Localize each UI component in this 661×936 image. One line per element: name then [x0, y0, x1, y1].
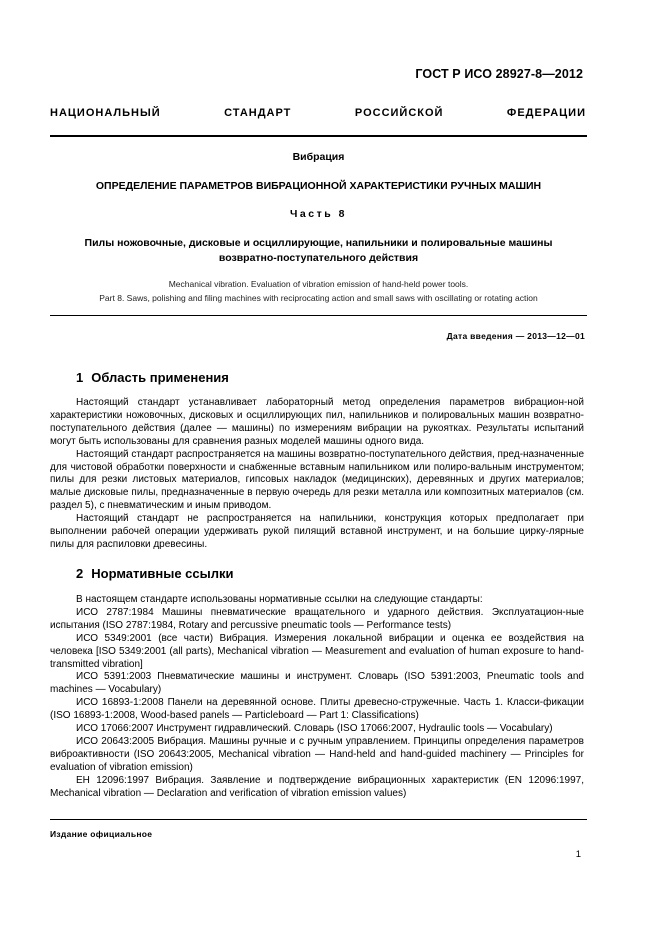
- title-topic: Вибрация: [292, 151, 345, 163]
- title-divider: [50, 315, 587, 316]
- paragraph: В настоящем стандарте использованы нормативные ссылки на следующие стандарты:: [76, 594, 483, 605]
- standard-code: ГОСТ Р ИСО 28927-8—2012: [415, 67, 583, 81]
- reference-item: ИСО 16893-1:2008 Панели на деревянной основе. Плиты древесно-стружечные. Часть 1. Класси-фикации (ISO 16893-1:2008, Wood-based panels — Particleboard — Part 1: Classifications): [50, 697, 584, 722]
- english-title-line-1: Mechanical vibration. Evaluation of vibration emission of hand-held power tools.: [168, 279, 469, 289]
- english-title: [50, 277, 587, 305]
- subtitle-line-2: возвратно-поступательного действия: [218, 252, 419, 264]
- paragraph: Настоящий стандарт распространяется на машины возвратно-поступательного действия, пред-назначенные для чистовой обработки поверхности и снабженные вставным напильником или полиро-вальным инструментом; пилы для резки листовых материалов, гипсовых накладок (медицинских), деревянных и других материалов; малые дисковые пилы, предназначенные в первую очередь для резки металла или композитных материалов (см. раздел 5), с пневматическим и иным приводом.: [50, 448, 585, 512]
- reference-item: ИСО 5349:2001 (все части) Вибрация. Измерения локальной вибрации и оценка ее воздействия на человека [ISO 5349:2001 (all parts), Mechanical vibration — Measurement and evaluation of human exposure to hand-transmitted vibration]: [50, 632, 584, 670]
- section-2-heading: [76, 566, 233, 581]
- national-standard-banner: НАЦИОНАЛЬНЫЙ СТАНДАРТ РОССИЙСКОЙ ФЕДЕРАЦИИ: [50, 107, 586, 119]
- official-edition-label: Издание официальное: [50, 829, 153, 839]
- introduction-date: Дата введения — 2013—12—01: [446, 331, 585, 341]
- reference-item: ИСО 5391:2003 Пневматические машины и инструмент. Словарь (ISO 5391:2003, Pneumatic tools and machines — Vocabulary): [50, 671, 584, 696]
- reference-item: ИСО 20643:2005 Вибрация. Машины ручные и с ручным управлением. Принципы определения параметров виброактивности (ISO 20643:2005, Mechanical vibration — Hand-held and hand-guided machinery — Principles for evaluation of vibration emission): [50, 735, 584, 773]
- title-part: Часть 8: [290, 208, 347, 220]
- title-main: ОПРЕДЕЛЕНИЕ ПАРАМЕТРОВ ВИБРАЦИОННОЙ ХАРАКТЕРИСТИКИ РУЧНЫХ МАШИН: [95, 180, 542, 192]
- paragraph: Настоящий стандарт не распространяется на напильники, конструкция которых предполагает при выполнении рабочей операции удерживать рукой пилящий вставной инструмент, и на большие цирку-лярные пилы для распиловки древесины.: [50, 513, 584, 550]
- subtitle-line-1: Пилы ножовочные, дисковые и осциллирующие, напильники и полировальные машины: [84, 237, 553, 249]
- section-2-body: [50, 594, 584, 801]
- section-1-title: Область применения: [91, 370, 229, 385]
- reference-item: ЕН 12096:1997 Вибрация. Заявление и подтверждение вибрационных характеристик (EN 12096:1997, Mechanical vibration — Declaration and verification of vibration emission values): [50, 774, 584, 799]
- footer-divider: [50, 819, 587, 820]
- section-1-body: [50, 397, 584, 552]
- title-subtitle: [50, 236, 587, 266]
- header-divider: [50, 135, 587, 137]
- section-2-number: 2: [76, 566, 84, 581]
- reference-item: ИСО 2787:1984 Машины пневматические вращательного и ударного действия. Эксплуатацион-ные испытания (ISO 2787:1984, Rotary and percussive pneumatic tools — Performance tests): [50, 606, 584, 631]
- paragraph: Настоящий стандарт устанавливает лабораторный метод определения параметров вибрацион-ной характеристики ножовочных, дисковых и осциллирующих пил, напильников и полировальных машин возвратно-поступательного действия (далее — машины) по измерениям вибрации на рукоятках. Результаты испытаний могут быть использованы для сравнения разных моделей машины одного вида.: [50, 397, 584, 447]
- english-title-line-2: Part 8. Saws, polishing and filing machines with reciprocating action and small saws with oscillating or rotating action: [99, 293, 538, 303]
- section-1-heading: [76, 370, 229, 385]
- page-number: 1: [575, 849, 581, 860]
- section-2-title: Нормативные ссылки: [91, 566, 234, 581]
- reference-item: ИСО 17066:2007 Инструмент гидравлический. Словарь (ISO 17066:2007, Hydraulic tools — Vocabulary): [76, 723, 553, 735]
- section-1-number: 1: [76, 370, 84, 385]
